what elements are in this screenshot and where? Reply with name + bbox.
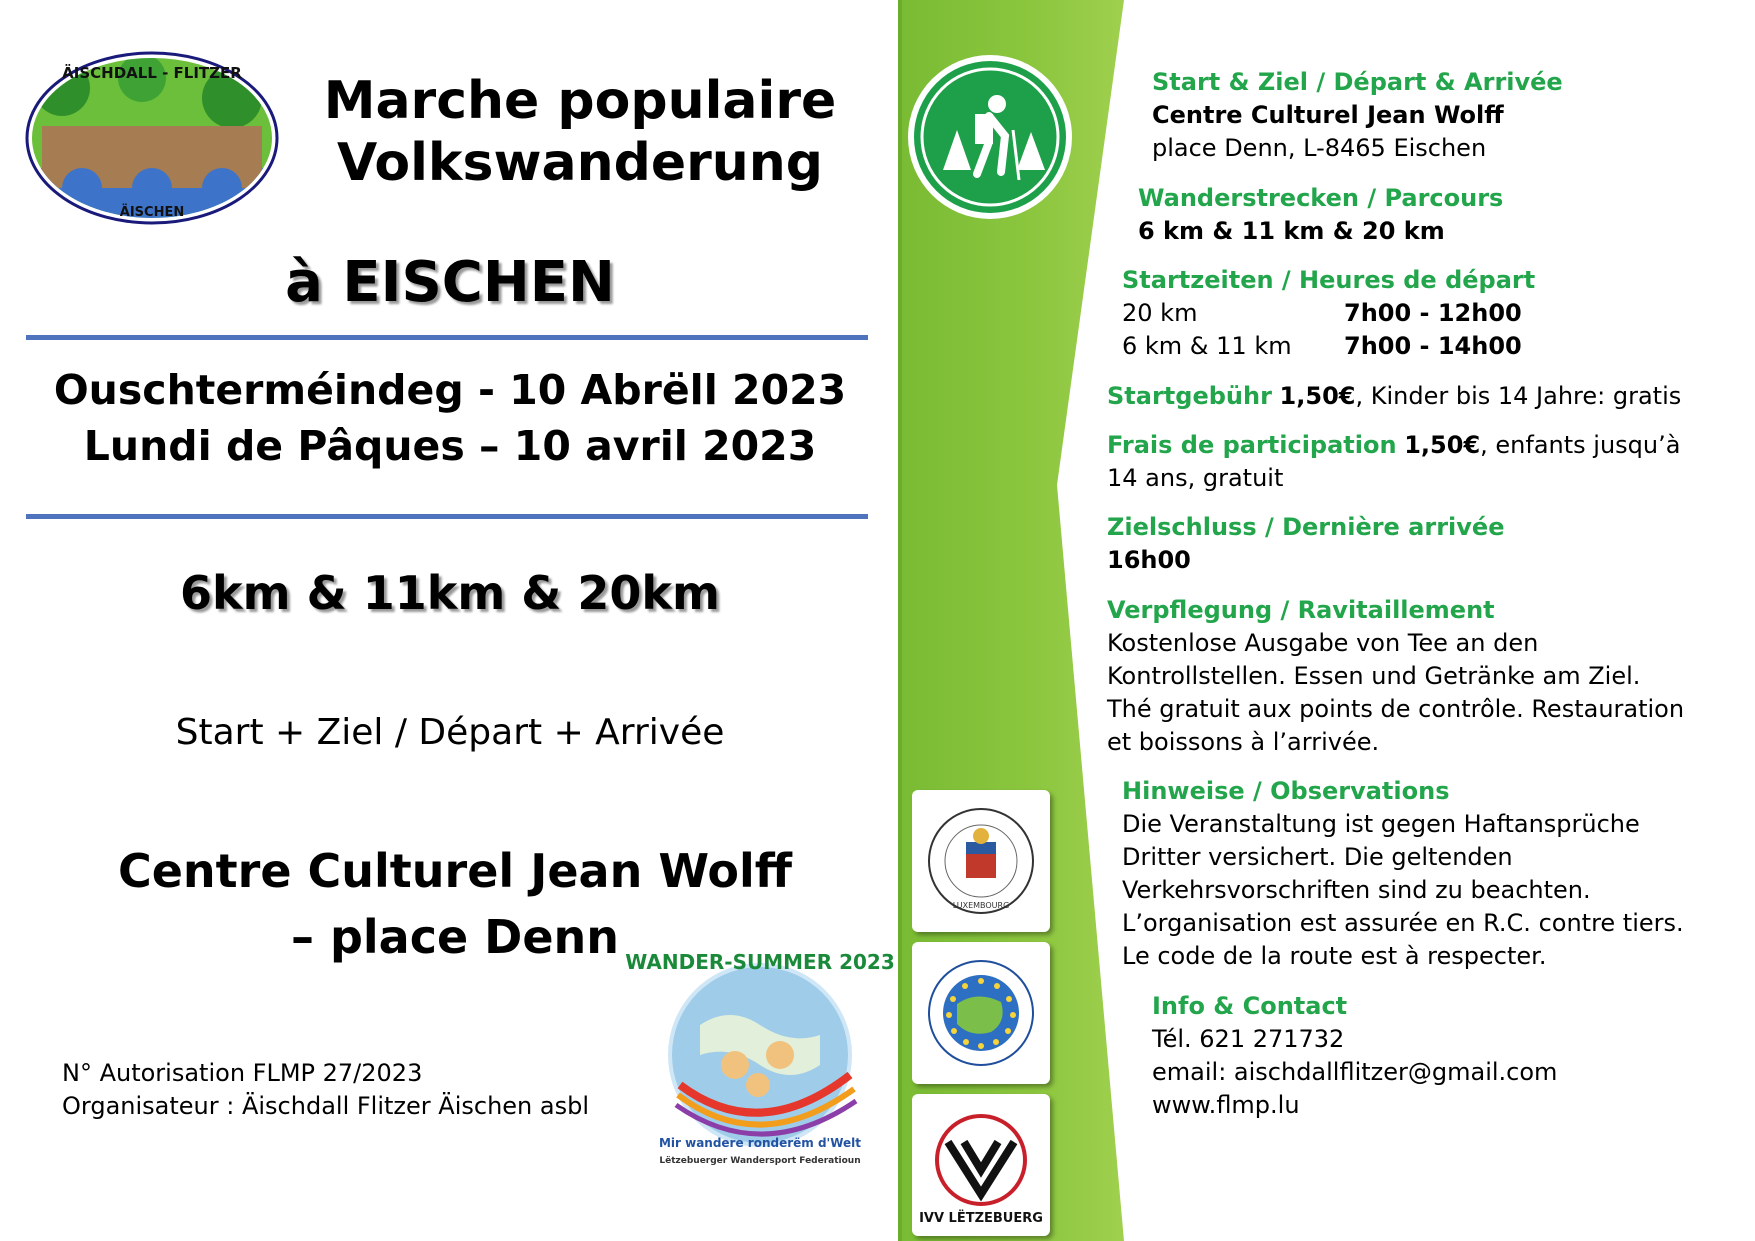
venue-line2: – place Denn [290,910,620,964]
notes-line: Die Veranstaltung ist gegen Haftansprüche [1122,810,1640,838]
fee-fr-rest: , enfants jusqu’à [1480,431,1681,459]
contact-heading: Info & Contact [1152,992,1348,1020]
europe-badge [912,942,1050,1084]
notes-line: Dritter versichert. Die geltenden [1122,843,1513,871]
start-heading: Start & Ziel / Départ & Arrivée [1152,68,1563,96]
section-routes [1138,182,1503,248]
contact-email[interactable]: email: aischdallflitzer@gmail.com [1152,1058,1558,1086]
flmp-badge-text: LUXEMBOURG [952,901,1010,910]
food-line: Kontrollstellen. Essen und Getränke am Ziel. [1107,662,1641,690]
ivv-badge [912,1094,1050,1236]
section-food [1107,594,1684,759]
start-address: place Denn, L-8465 Eischen [1152,134,1487,162]
fee-de-rest: , Kinder bis 14 Jahre: gratis [1355,382,1682,410]
times-heading: Startzeiten / Heures de départ [1122,266,1536,294]
finish-heading: Zielschluss / Dernière arrivée [1107,513,1505,541]
organiser: Organisateur : Äischdall Flitzer Äischen asbl [62,1092,589,1120]
club-logo [22,48,282,228]
food-line: et boissons à l’arrivée. [1107,728,1380,756]
time-row-value: 7h00 - 12h00 [1344,299,1522,327]
flmp-badge [912,790,1050,932]
section-times [1122,264,1535,363]
food-line: Thé gratuit aux points de contrôle. Restauration [1107,695,1685,723]
start-finish: Start + Ziel / Départ + Arrivée [175,712,725,753]
fee-de-label: Startgebühr [1107,382,1272,410]
finish-time: 16h00 [1107,546,1191,574]
contact-website[interactable]: www.flmp.lu [1152,1091,1300,1119]
fee-de-amount: 1,50€ [1279,382,1356,410]
club-logo-text-top: ÄISCHDALL - FLITZER [62,64,242,82]
fee-fr-rest2: 14 ans, gratuit [1107,464,1284,492]
section-finish [1107,511,1504,577]
notes-line: L’organisation est assurée en R.C. contre tiers. [1122,909,1684,937]
time-row [1122,297,1535,330]
time-row-label: 20 km [1122,299,1198,327]
venue-line1: Centre Culturel Jean Wolff [117,844,793,898]
title-de: Volkswanderung [336,133,824,193]
time-row [1122,330,1535,363]
wander-summer-logo [625,935,895,1175]
authorisation-block [62,1057,589,1123]
start-venue: Centre Culturel Jean Wolff [1152,101,1504,129]
event-dates [30,362,870,474]
notes-heading: Hinweise / Observations [1122,777,1450,805]
title-fr: Marche populaire [323,71,837,131]
food-heading: Verpflegung / Ravitaillement [1107,596,1495,624]
section-notes [1122,775,1684,973]
event-title [300,70,860,194]
contact-phone: Tél. 621 271732 [1152,1025,1345,1053]
routes-distances: 6 km & 11 km & 20 km [1138,217,1445,245]
club-logo-text-bottom: ÄISCHEN [119,205,185,220]
routes-heading: Wanderstrecken / Parcours [1138,184,1504,212]
notes-line: Le code de la route est à respecter. [1122,942,1547,970]
distances: 6km & 11km & 20km [180,566,720,620]
wander-summer-sub: Lëtzebuerger Wandersport Federatioun [659,1156,861,1166]
section-contact [1152,990,1557,1122]
fee-fr-amount: 1,50€ [1404,431,1481,459]
time-row-value: 7h00 - 14h00 [1344,332,1522,360]
date-fr: Lundi de Pâques – 10 avril 2023 [83,422,817,470]
section-fee-fr [1107,429,1680,495]
food-line: Kostenlose Ausgabe von Tee an den [1107,629,1539,657]
wander-summer-motto: Mir wandere ronderëm d'Welt [658,1136,862,1150]
fee-fr-label: Frais de participation [1107,431,1397,459]
section-start [1152,66,1563,165]
notes-line: Verkehrsvorschriften sind zu beachten. [1122,876,1591,904]
location-title: à EISCHEN [285,250,615,315]
hiker-icon [905,52,1075,222]
section-fee-de [1107,380,1681,413]
wander-summer-title: WANDER-SUMMER 2023 [625,950,895,974]
ivv-badge-text: IVV LËTZEBUERG [919,1211,1043,1226]
divider-top [26,335,868,340]
authorisation: N° Autorisation FLMP 27/2023 [62,1059,423,1087]
divider-bottom [26,514,868,519]
date-lu: Ouschterméindeg - 10 Abrëll 2023 [53,366,847,414]
time-row-label: 6 km & 11 km [1122,332,1292,360]
